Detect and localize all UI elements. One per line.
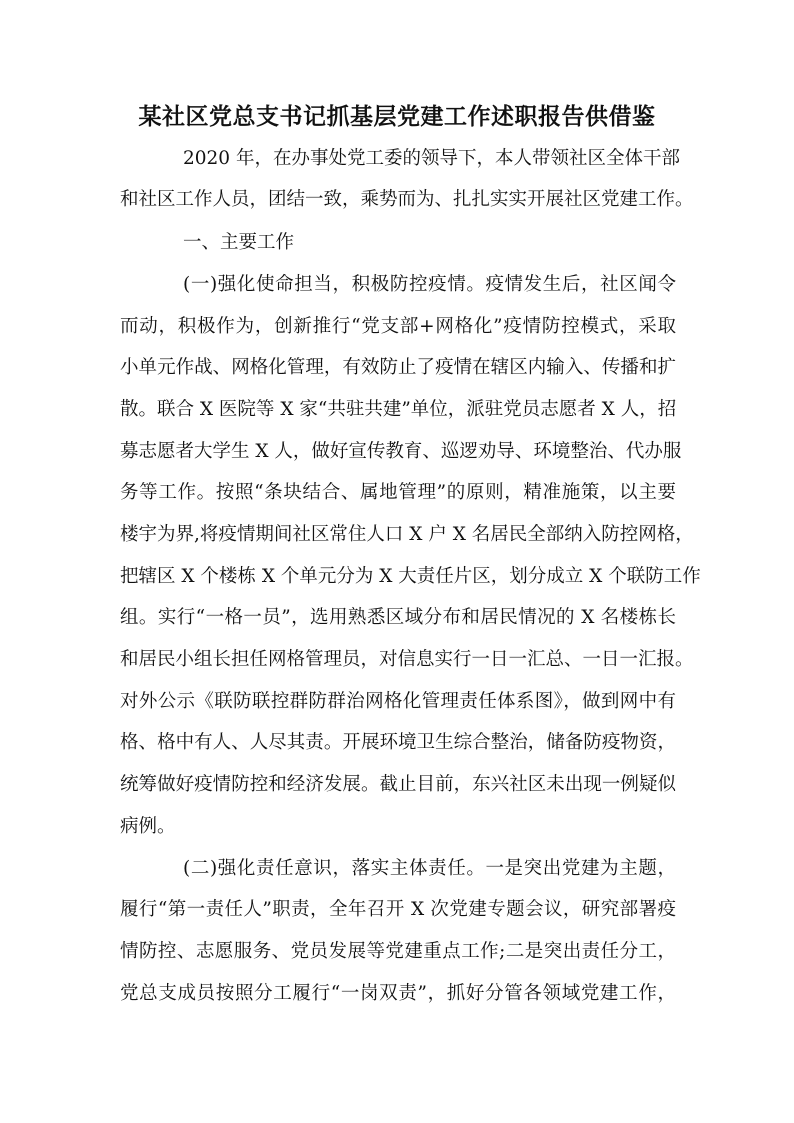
paragraph-line: 情防控、志愿服务、党员发展等党建重点工作;二是突出责任分工，: [120, 941, 676, 962]
paragraph-line: 楼宇为界,将疫情期间社区常住人口 X 户 X 名居民全部纳入防控网格，: [120, 524, 694, 545]
paragraph-line: 对外公示《联防联控群防群治网格化管理责任体系图》，做到网中有: [120, 691, 676, 712]
paragraph-line: 把辖区 X 个楼栋 X 个单元分为 X 大责任片区，划分成立 X 个联防工作: [120, 566, 701, 587]
paragraph-line: 而动，积极作为，创新推行“党支部+网格化”疫情防控模式，采取: [120, 316, 676, 337]
paragraph-line: 格、格中有人、人尽其责。开展环境卫生综合整治，储备防疫物资，: [120, 732, 676, 753]
paragraph-line: 务等工作。按照“条块结合、属地管理”的原则，精准施策，以主要: [120, 482, 676, 503]
paragraph-line: 病例。: [120, 816, 176, 837]
paragraph-line: 履行“第一责任人”职责，全年召开 X 次党建专题会议，研究部署疫: [120, 899, 676, 920]
paragraph-line: (二)强化责任意识，落实主体责任。一是突出党建为主题，: [183, 858, 676, 879]
paragraph-line: 小单元作战、网格化管理，有效防止了疫情在辖区内输入、传播和扩: [120, 357, 676, 378]
paragraph-line: 党总支成员按照分工履行“一岗双责”，抓好分管各领域党建工作，: [120, 983, 676, 1004]
paragraph-line: 2020 年，在办事处党工委的领导下，本人带领社区全体干部: [183, 148, 680, 169]
document-title: 某社区党总支书记抓基层党建工作述职报告供借鉴: [138, 103, 656, 130]
paragraph-line: 统筹做好疫情防控和经济发展。截止目前，东兴社区未出现一例疑似: [120, 774, 676, 795]
paragraph-line: 和社区工作人员，团结一致，乘势而为、扎扎实实开展社区党建工作。: [120, 189, 694, 210]
paragraph-line: 和居民小组长担任网格管理员，对信息实行一日一汇总、一日一汇报。: [120, 649, 694, 670]
paragraph-line: 募志愿者大学生 X 人，做好宣传教育、巡逻劝导、环境整治、代办服: [120, 441, 682, 462]
paragraph-line: 组。实行“一格一员”，选用熟悉区域分布和居民情况的 X 名楼栋长: [120, 607, 676, 628]
section-heading: 一、主要工作: [183, 232, 295, 253]
paragraph-line: 散。联合 X 医院等 X 家“共驻共建”单位，派驻党员志愿者 X 人，招: [120, 399, 677, 420]
paragraph-line: (一)强化使命担当，积极防控疫情。疫情发生后，社区闻令: [183, 274, 676, 295]
